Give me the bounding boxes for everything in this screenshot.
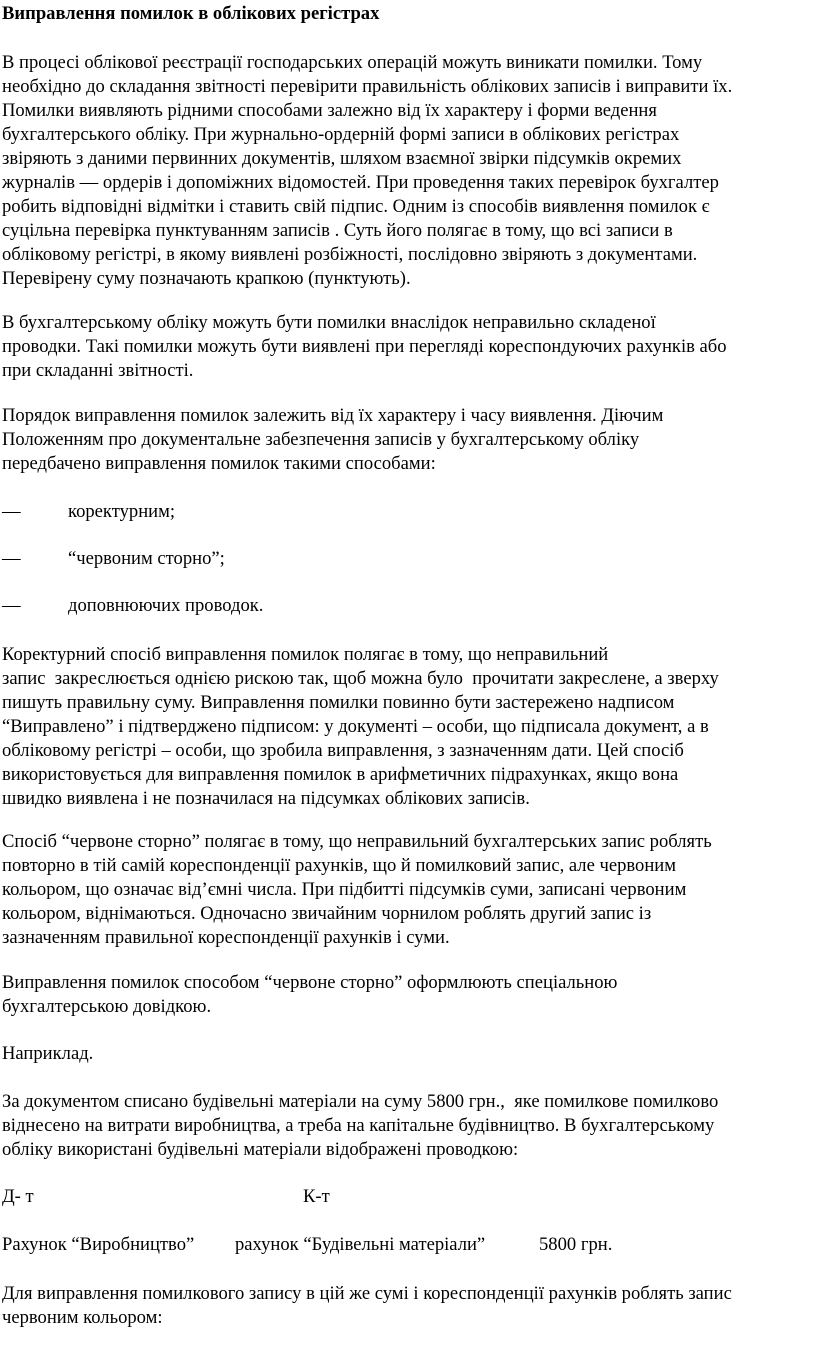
text-line: обліковому регістрі, в якому виявлені розбіжності, послідовно звіряють з документами. xyxy=(2,244,698,265)
posting-debit-header: Д- т xyxy=(2,1186,34,1207)
posting-header xyxy=(2,1185,814,1209)
text-line: Помилки виявляють рідними способами залежно від їх характеру і форми ведення xyxy=(2,100,657,121)
text-line: обліку використані будівельні матеріали відображені проводкою: xyxy=(2,1139,519,1160)
text-line: використовується для виправлення помилок в арифметичних підрахунках, якщо вона xyxy=(2,764,679,785)
paragraph-correction-order xyxy=(2,404,814,476)
list-item-text: доповнюючих проводок. xyxy=(68,595,264,616)
text-line: Для виправлення помилкового запису в цій же сумі і кореспонденції рахунків роблять запис xyxy=(2,1283,732,1304)
text-line: Порядок виправлення помилок залежить від їх характеру і часу виявлення. Діючим xyxy=(2,405,664,426)
text-line: Наприклад. xyxy=(2,1043,94,1064)
text-line: проводки. Такі помилки можуть бути виявлені при перегляді кореспондуючих рахунків або xyxy=(2,336,727,357)
text-line: швидко виявлена і не позначилася на підсумках облікових записів. xyxy=(2,788,530,809)
text-line: За документом списано будівельні матеріали на суму 5800 грн., яке помилкове помилково xyxy=(2,1091,719,1112)
text-line: Коректурний спосіб виправлення помилок полягає в тому, що неправильний xyxy=(2,644,609,665)
paragraph-intro xyxy=(2,51,814,291)
text-line: бухгалтерського обліку. При журнально-ордерній формі записи в облікових регістрах xyxy=(2,124,680,145)
paragraph-posting-errors xyxy=(2,311,814,383)
text-line: журналів — ордерів і допоміжних відомостей. При проведення таких перевірок бухгалтер xyxy=(2,172,719,193)
list-dash: — xyxy=(2,501,21,522)
paragraph-red-storno xyxy=(2,830,814,950)
text-line: віднесено на витрати виробництва, а треба на капітальне будівництво. В бухгалтерському xyxy=(2,1115,715,1136)
paragraph-corrective-method xyxy=(2,643,814,811)
paragraph-correction-entry xyxy=(2,1282,814,1330)
paragraph-example-label xyxy=(2,1042,814,1066)
text-line: необхідно до складання звітності перевірити правильність облікових записів і виправити їх. xyxy=(2,76,733,97)
posting-credit-header: К-т xyxy=(303,1186,330,1207)
text-line: обліковому регістрі – особи, що зробила виправлення, з зазначенням дати. Цей спосіб xyxy=(2,740,684,761)
text-line: суцільна перевірка пунктуванням записів . Суть його полягає в тому, що всі записи в xyxy=(2,220,673,241)
text-line: червоним кольором: xyxy=(2,1307,163,1328)
text-line: передбачено виправлення помилок такими способами: xyxy=(2,453,436,474)
text-line: “Виправлено” і підтверджено підписом: у документі – особи, що підписала документ, а в xyxy=(2,716,709,737)
posting-amount: 5800 грн. xyxy=(539,1234,613,1255)
text-line: Положенням про документальне забезпечення записів у бухгалтерському обліку xyxy=(2,429,640,450)
paragraph-red-storno-docs xyxy=(2,971,814,1019)
posting-debit-account: Рахунок “Виробництво” xyxy=(2,1234,195,1255)
list-dash: — xyxy=(2,548,21,569)
text-line: В бухгалтерському обліку можуть бути помилки внаслідок неправильно складеної xyxy=(2,312,656,333)
paragraph-example xyxy=(2,1090,814,1162)
posting-entry-row xyxy=(2,1233,814,1257)
text-line: Перевірену суму позначають крапкою (пунктують). xyxy=(2,268,411,289)
text-line: запис закреслюється однією рискою так, щоб можна було прочитати закреслене, а зверху xyxy=(2,668,719,689)
text-line: В процесі облікової реєстрації господарських операцій можуть виникати помилки. Тому xyxy=(2,52,703,73)
text-line: бухгалтерською довідкою. xyxy=(2,996,212,1017)
text-line: Спосіб “червоне сторно” полягає в тому, що неправильний бухгалтерських запис роблять xyxy=(2,831,712,852)
document-title: Виправлення помилок в облікових регістрах xyxy=(2,3,380,24)
list-dash: — xyxy=(2,595,21,616)
text-line: зазначенням правильної кореспонденції рахунків і суми. xyxy=(2,927,450,948)
text-line: кольором, віднімаються. Одночасно звичайним чорнилом роблять другий запис із xyxy=(2,903,652,924)
text-line: робить відповідні відмітки і ставить свій підпис. Одним із способів виявлення помилок є xyxy=(2,196,710,217)
text-line: пишуть правильну суму. Виправлення помилки повинно бути застережено надписом xyxy=(2,692,675,713)
text-line: при складанні звітності. xyxy=(2,360,194,381)
list-item-text: “червоним сторно”; xyxy=(68,548,225,569)
text-line: кольором, що означає від’ємні числа. При підбитті підсумків суми, записані червоним xyxy=(2,879,687,900)
text-line: звіряють з даними первинних документів, шляхом взаємної звірки підсумків окремих xyxy=(2,148,682,169)
text-line: Виправлення помилок способом “червоне сторно” оформлюють спеціальною xyxy=(2,972,618,993)
list-item-text: коректурним; xyxy=(68,501,176,522)
posting-credit-account: рахунок “Будівельні матеріали” xyxy=(235,1234,486,1255)
text-line: повторно в тій самій кореспонденції рахунків, що й помилковий запис, але червоним xyxy=(2,855,677,876)
